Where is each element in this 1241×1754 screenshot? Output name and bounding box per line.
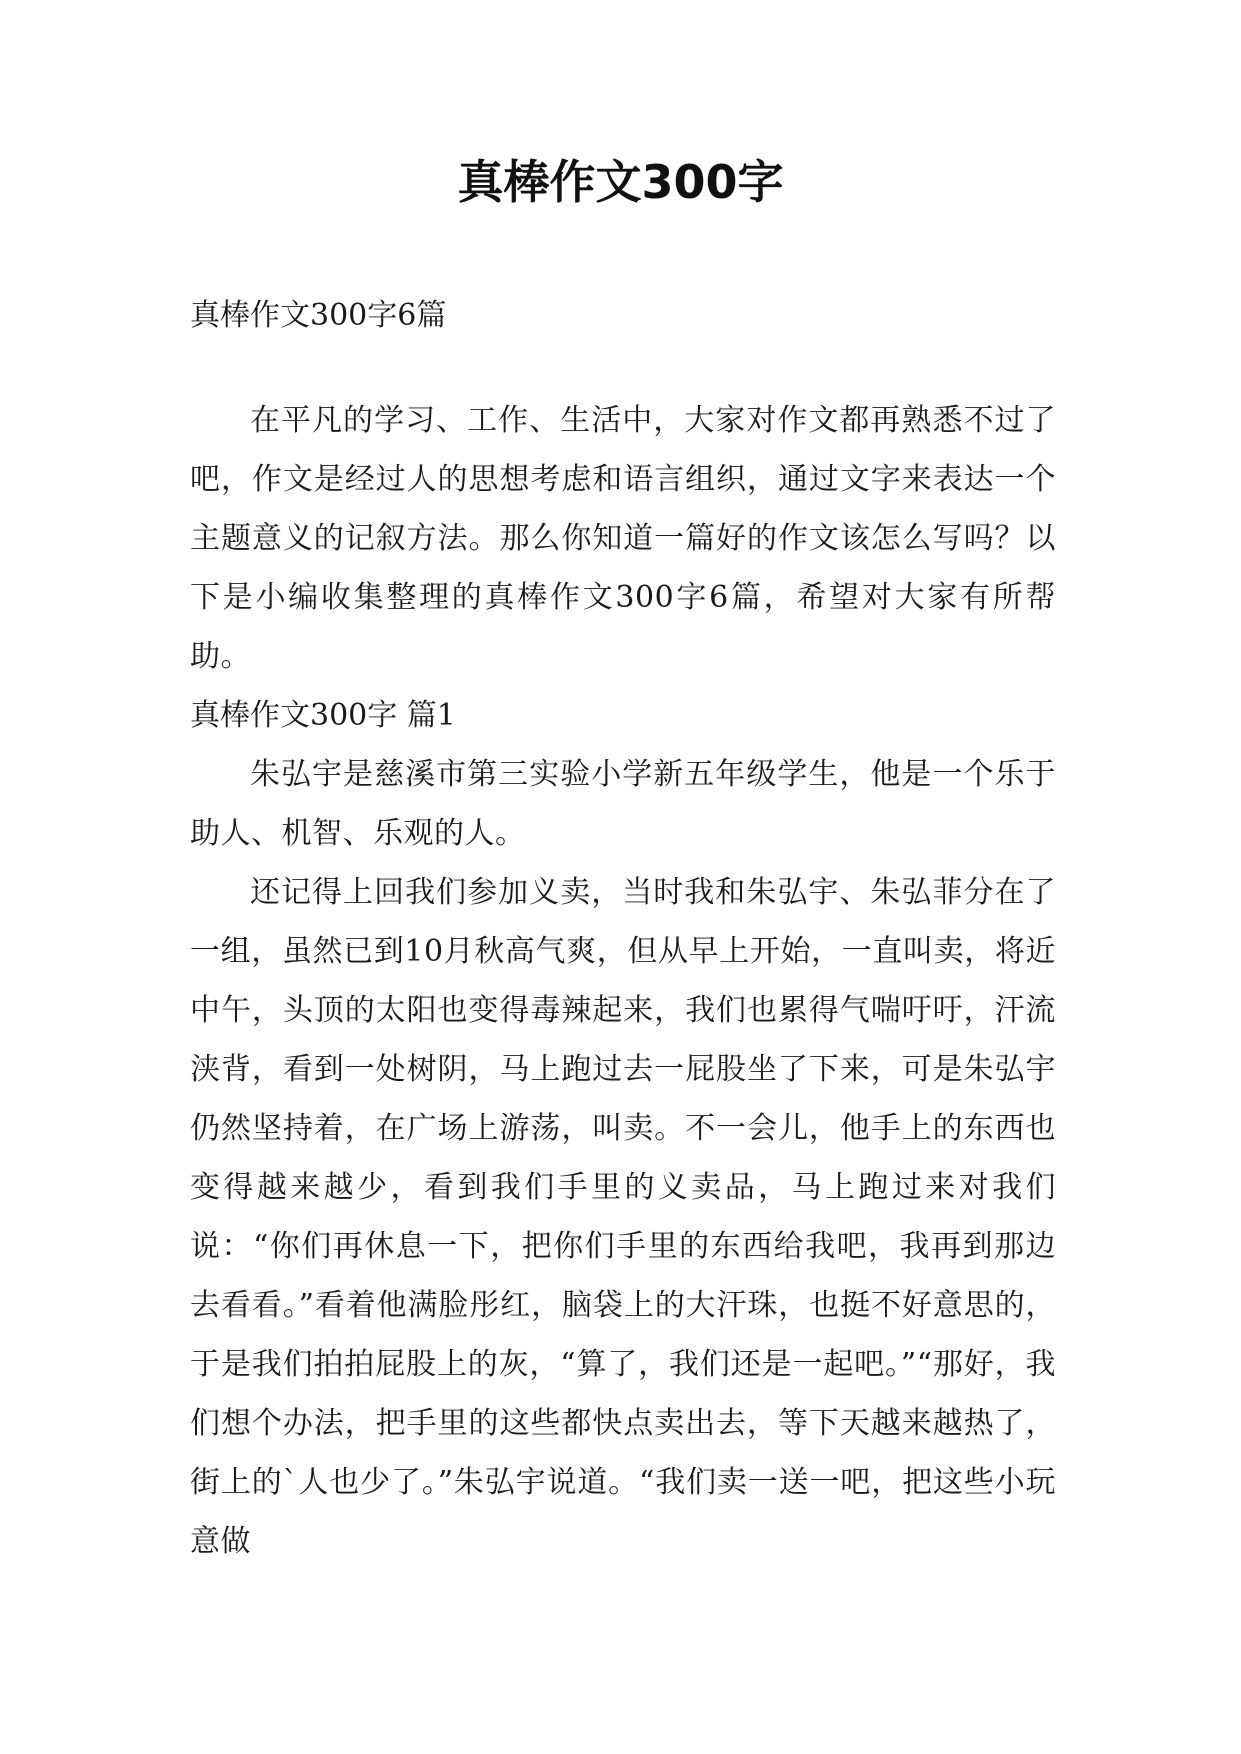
document-title: 真棒作文300字 [457,155,784,209]
document-subtitle: 真棒作文300字6篇 [190,298,447,333]
document-body [190,286,1056,1571]
section-paragraph: 还记得上回我们参加义卖，当时我和朱弘宇、朱弘菲分在了一组，虽然已到10月秋高气爽，但从早上开始，一直叫卖，将近中午，头顶的太阳也变得毒辣起来，我们也累得气喘吁吁，汗流浃背，看到一处树阴，马上跑过去一屁股坐了下来，可是朱弘宇仍然坚持着，在广场上游荡，叫卖。不一会儿，他手上的东西也变得越来越少，看到我们手里的义卖品，马上跑过来对我们说：“你们再休息一下，把你们手里的东西给我吧，我再到那边去看看。”看着他满脸彤红，脑袋上的大汗珠，也挺不好意思的，于是我们拍拍屁股上的灰，“算了，我们还是一起吧。”“那好，我们想个办法，把手里的这些都快点卖出去，等下天越来越热了，街上的`人也少了。”朱弘宇说道。“我们卖一送一吧，把这些小玩意做 [190,875,1056,1559]
section-heading: 真棒作文300字 篇1 [190,698,456,733]
intro-paragraph: 在平凡的学习、工作、生活中，大家对作文都再熟悉不过了吧，作文是经过人的思想考虑和语言组织，通过文字来表达一个主题意义的记叙方法。那么你知道一篇好的作文该怎么写吗？以下是小编收集整理的真棒作文300字6篇，希望对大家有所帮助。 [190,403,1056,674]
section-paragraph: 朱弘宇是慈溪市第三实验小学新五年级学生，他是一个乐于助人、机智、乐观的人。 [190,757,1056,851]
